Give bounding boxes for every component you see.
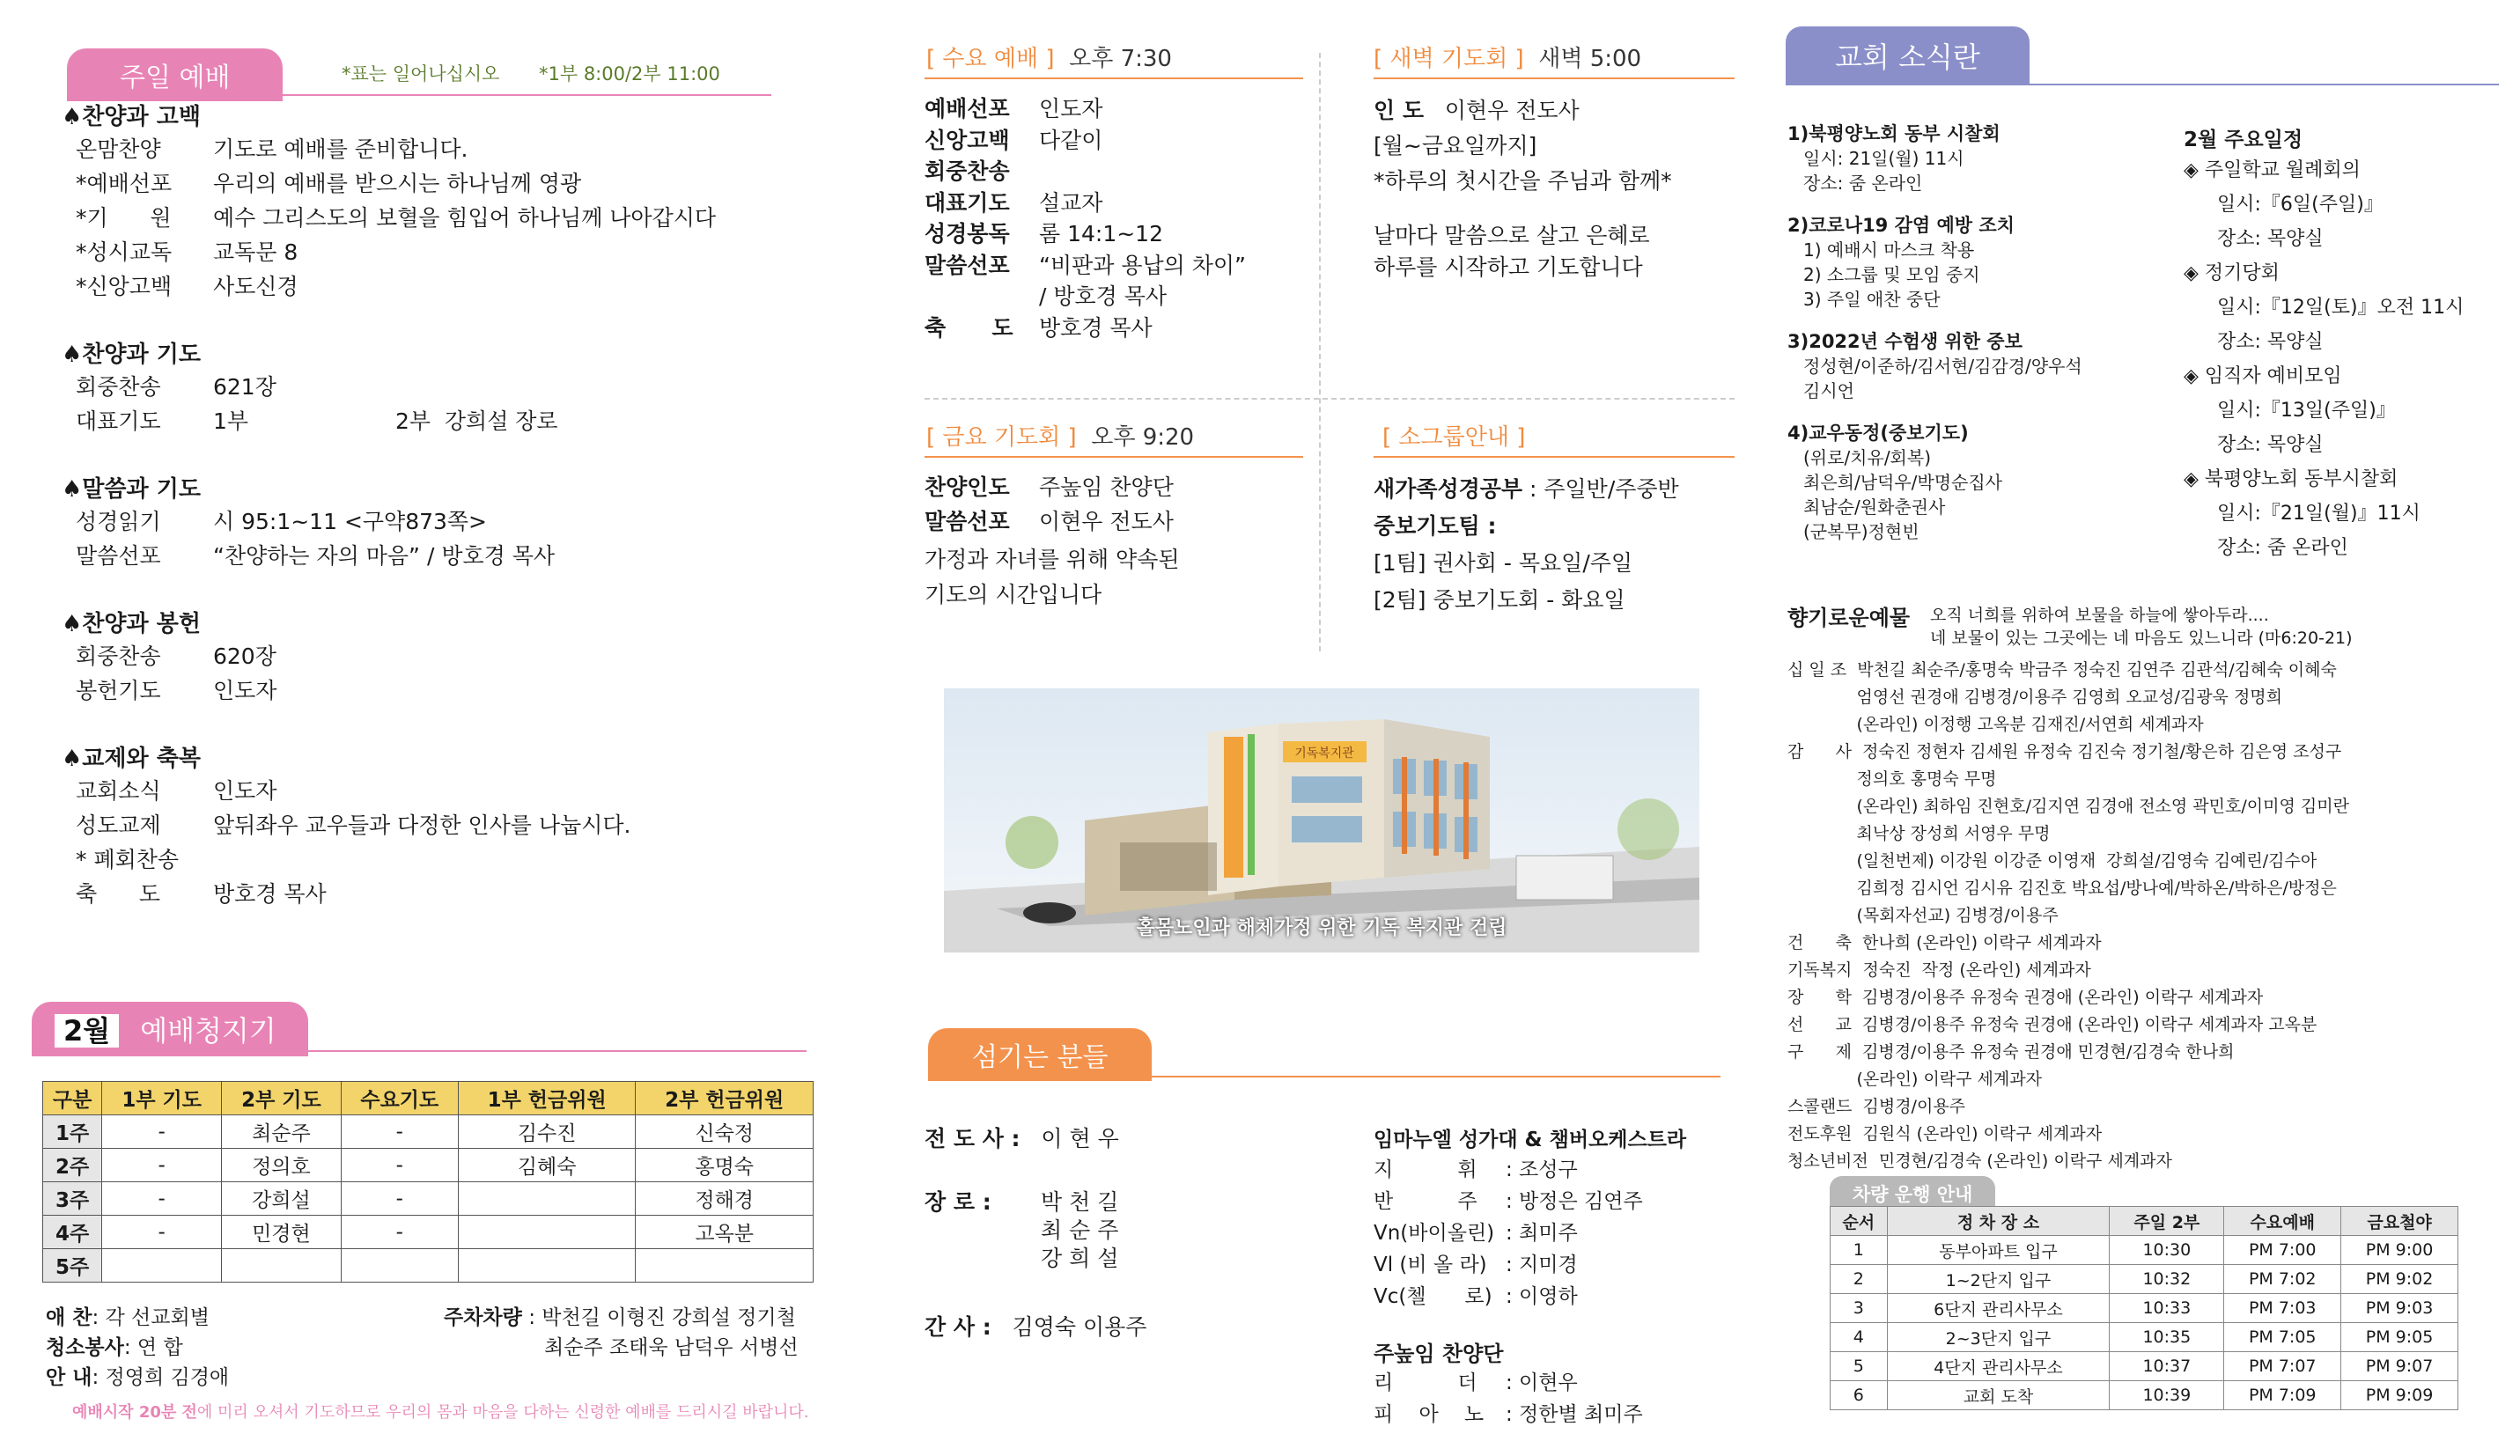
news-item-title: 2)코로나19 감염 예방 조치 (1787, 215, 2015, 236)
duty-cell (458, 1216, 636, 1249)
bus-cell: PM 7:09 (2224, 1381, 2341, 1410)
bus-cell: 6단지 관리사무소 (1887, 1294, 2110, 1323)
worship-item-label: *신앙고백 (76, 274, 173, 299)
bus-cell: 10:32 (2110, 1265, 2224, 1294)
friday-text-2: 기도의 시간입니다 (925, 582, 1102, 607)
duty-row (43, 1249, 814, 1283)
role-label: 반 주 (1374, 1190, 1477, 1213)
worship-item-label: 축 도 (76, 881, 160, 907)
duty-header-row (43, 1082, 814, 1115)
duty-cell: - (102, 1149, 222, 1182)
offering-line: 감 사 정숙진 정현자 김세원 유정숙 김진숙 정기철/황은하 김은영 조성구 (1787, 742, 2342, 761)
duty-cell: - (341, 1115, 458, 1149)
duty-guide-value: : 정영희 김경애 (92, 1366, 230, 1389)
duty-row (43, 1149, 814, 1182)
service-item-label: 성경봉독 (925, 221, 1010, 246)
role-label: Vl (비 올 라) (1374, 1254, 1487, 1276)
offering-line: (온라인) 이락구 세계과자 (1787, 1070, 2042, 1089)
duty-header-cell: 1부 기도 (102, 1082, 222, 1115)
offering-line: 김희정 김시언 김시유 김진호 박요섭/방나예/박하온/박하은/방정은 (1787, 879, 2337, 898)
bus-cell: 교회 도착 (1887, 1381, 2110, 1410)
worship-section-title: ♠교제와 축복 (62, 746, 201, 772)
feb-event-title: ◈ 북평양노회 동부시찰회 (2184, 468, 2398, 490)
duty-cell (102, 1249, 222, 1283)
servers-choir-title: 임마누엘 성가대 & 챔버오케스트라 (1374, 1129, 1687, 1151)
duty-parking-value-1: : 박천길 이형진 강희설 정기철 (528, 1306, 796, 1329)
worship-tab-line (67, 94, 771, 96)
service-item-label: 대표기도 (925, 189, 1010, 216)
duty-cell: - (102, 1216, 222, 1249)
worship-note-stand: *표는 일어나십시오 (342, 63, 500, 85)
bus-row (1831, 1236, 2458, 1265)
servers-pastor-label: 전 도 사 : (925, 1126, 1021, 1151)
news-item-line: 2) 소그룹 및 모임 중지 (1803, 264, 1980, 285)
worship-item-value: 방호경 목사 (213, 881, 327, 907)
service-item-value: “비판과 용납의 차이” (1039, 252, 1246, 278)
offering-line: (온라인) 이정행 고옥분 김재진/서연희 세계과자 (1787, 715, 2204, 734)
duty-row (43, 1216, 814, 1249)
role-label: 피 아 노 (1374, 1403, 1485, 1426)
duty-parking-line2: 최순주 조태욱 남덕우 서병선 (544, 1336, 799, 1359)
service-item-value: 방호경 목사 (1039, 314, 1153, 341)
duty-cell: 4주 (43, 1216, 102, 1249)
news-item-title: 1)북평양노회 동부 시찰회 (1787, 123, 2001, 144)
service-item-value: 다같이 (1039, 127, 1103, 153)
service-item-label: 회중찬송 (925, 158, 1010, 184)
worship-item-label: 성경읽기 (76, 509, 161, 534)
duty-choir-value: : 각 선교회별 (92, 1306, 210, 1329)
bus-cell: PM 9:03 (2341, 1294, 2458, 1323)
bus-cell: 4단지 관리사무소 (1887, 1352, 2110, 1381)
duty-header-cell: 구분 (43, 1082, 102, 1115)
duty-header-cell: 1부 헌금위원 (458, 1082, 636, 1115)
dawn-leader-label: 인 도 (1374, 98, 1425, 123)
bus-cell: 4 (1831, 1323, 1888, 1352)
bus-row (1831, 1265, 2458, 1294)
smallgroup-newcomer-label: 새가족성경공부 (1374, 476, 1523, 502)
smallgroup-header: [ 소그룹안내 ] (1382, 424, 1526, 451)
smallgroup-newcomer (1374, 472, 1679, 504)
bus-cell: 10:33 (2110, 1294, 2224, 1323)
offering-verse-2: 네 보물이 있는 그곳에는 네 마음도 있느니라 (마6:20-21) (1930, 629, 2353, 648)
role-value: : 최미주 (1506, 1222, 1578, 1245)
service-item-label: 찬양인도 (925, 474, 1010, 500)
bus-cell: 2 (1831, 1265, 1888, 1294)
building-caption: 홀몸노인과 해체가정 위한 기독 복지관 건립 (1136, 917, 1507, 939)
bus-cell: 동부아파트 입구 (1887, 1236, 2110, 1265)
horizontal-divider (925, 398, 1735, 400)
news-item-line: 정성현/이준하/김서현/김감경/양우석 (1803, 356, 2082, 377)
smallgroup-team-1: [1팀] 권사회 - 목요일/주일 (1374, 550, 1633, 576)
wednesday-label: [ 수요 예배 ] (926, 46, 1055, 72)
duty-cell: 신숙정 (636, 1115, 814, 1149)
role-label: 지 휘 (1374, 1158, 1477, 1181)
service-item-label: 예배선포 (925, 96, 1010, 121)
wednesday-line (925, 77, 1303, 79)
bus-header-cell: 정 차 장 소 (1887, 1207, 2110, 1236)
news-item-title: 4)교우동정(중보기도) (1787, 423, 1969, 444)
offering-line: 정의호 홍명숙 무명 (1787, 769, 1997, 789)
smallgroup-intercession: 중보기도팀 : (1374, 513, 1497, 539)
worship-item-value: 시 95:1~11 <구약873쪽> (213, 509, 488, 534)
role-label: Vn(바이올린) (1374, 1222, 1495, 1245)
duty-footer (72, 1400, 809, 1423)
worship-item-value: 기도로 예배를 준비합니다. (213, 136, 468, 162)
duty-cell: - (102, 1115, 222, 1149)
duty-cell: - (341, 1216, 458, 1249)
services-column (916, 0, 1743, 1456)
bus-cell: 10:35 (2110, 1323, 2224, 1352)
servers-pastor (925, 1121, 1119, 1153)
vertical-divider (1319, 53, 1321, 651)
dawn-days: [월~금요일까지] (1374, 133, 1537, 158)
dawn-line (1374, 77, 1735, 79)
dawn-leader-value: 이현우 전도사 (1444, 98, 1580, 123)
duty-cell (222, 1249, 342, 1283)
feb-event-title: ◈ 정기당회 (2184, 262, 2280, 284)
friday-header (926, 419, 1194, 452)
duty-cell (341, 1249, 458, 1283)
service-item-value: 인도자 (1039, 96, 1103, 121)
offering-line: 선 교 김병경/이용주 유정숙 권경애 (온라인) 이락구 세계과자 고옥분 (1787, 1015, 2317, 1034)
worship-item-label: 회중찬송 (76, 374, 161, 400)
duty-cell (636, 1249, 814, 1283)
servers-deacon-label: 간 사 : (925, 1314, 991, 1340)
feb-title: 2월 주요일정 (2184, 129, 2303, 151)
bus-tab: 차량 운행 안내 (1830, 1176, 1995, 1211)
dawn-leader (1374, 93, 1580, 125)
offering-line: 청소년비전 민경현/김경숙 (온라인) 이락구 세계과자 (1787, 1151, 2172, 1171)
smallgroup-newcomer-value: : 주일반/주중반 (1529, 476, 1679, 502)
bus-cell: 10:30 (2110, 1236, 2224, 1265)
worship-item-value: 사도신경 (213, 274, 298, 299)
worship-tab: 주일 예배 (67, 48, 283, 101)
friday-text-1: 가정과 자녀를 위해 약속된 (925, 547, 1180, 572)
worship-note-time: *1부 8:00/2부 11:00 (539, 63, 720, 85)
dawn-motto: *하루의 첫시간을 주님과 함께* (1374, 168, 1672, 194)
bus-cell: 1 (1831, 1236, 1888, 1265)
duty-cell: - (102, 1182, 222, 1216)
duty-cell: - (341, 1182, 458, 1216)
worship-item-value: 우리의 예배를 받으시는 하나님께 영광 (213, 171, 582, 196)
duty-row (43, 1115, 814, 1149)
worship-item-label: 교회소식 (76, 778, 161, 804)
feb-event-line: 장소: 목양실 (2217, 228, 2324, 250)
duty-cell: 2주 (43, 1149, 102, 1182)
duty-cell: 정의호 (222, 1149, 342, 1182)
duty-footer-rest: 에 미리 오셔서 기도하므로 우리의 몸과 마음을 다하는 신령한 예배를 드리시길 바랍니다. (196, 1403, 809, 1422)
worship-item-label: 대표기도 (76, 408, 161, 434)
bus-cell: PM 7:02 (2224, 1265, 2341, 1294)
news-tab-line (1786, 84, 2499, 85)
feb-event-line: 장소: 목양실 (2217, 434, 2324, 456)
bus-cell: 10:37 (2110, 1352, 2224, 1381)
bus-cell: 2~3단지 입구 (1887, 1323, 2110, 1352)
worship-item-label: *성시교독 (76, 239, 173, 265)
news-item-line: (위로/치유/회복) (1803, 447, 1932, 468)
feb-event-line: 장소: 목양실 (2217, 331, 2324, 353)
bus-header-row (1831, 1207, 2458, 1236)
dawn-text-2: 하루를 시작하고 기도합니다 (1374, 254, 1643, 280)
role-value: : 지미경 (1506, 1254, 1578, 1276)
bus-cell: PM 9:09 (2341, 1381, 2458, 1410)
duty-cell (458, 1249, 636, 1283)
duty-cell: 홍명숙 (636, 1149, 814, 1182)
news-item-line: 3) 주일 애찬 중단 (1803, 289, 1941, 310)
worship-item-label: 회중찬송 (76, 643, 161, 669)
bus-cell: PM 7:07 (2224, 1352, 2341, 1381)
offering-title: 향기로운예물 (1787, 606, 1911, 630)
news-item-line: (군복무)정현빈 (1803, 521, 1919, 542)
worship-item-label: 온맘찬양 (76, 136, 161, 162)
service-item-label: 신앙고백 (925, 127, 1010, 153)
service-item-value: / 방호경 목사 (1039, 283, 1168, 309)
servers-praise-title: 주높임 찬양단 (1374, 1342, 1504, 1366)
news-item-line: 1) 예배시 마스크 착용 (1803, 239, 1975, 261)
bus-header-cell: 수요예배 (2224, 1207, 2341, 1236)
news-item-line: 김시언 (1803, 380, 1854, 401)
worship-section-title: ♠말씀과 기도 (62, 476, 201, 503)
bus-cell: 10:39 (2110, 1381, 2224, 1410)
servers-elder-label: 장 로 : (925, 1189, 991, 1215)
news-item-line: 최은희/남덕우/박명순집사 (1803, 472, 2002, 493)
smallgroup-team-2: [2팀] 중보기도회 - 화요일 (1374, 587, 1625, 613)
feb-event-line: 일시:『21일(월)』11시 (2217, 503, 2421, 525)
offering-line: (온라인) 최하임 진현호/김지연 김경애 전소영 곽민호/이미영 김미란 (1787, 797, 2349, 816)
dawn-time: 새벽 5:00 (1538, 46, 1642, 72)
bus-header-cell: 주일 2부 (2110, 1207, 2224, 1236)
news-tab: 교회 소식란 (1786, 26, 2030, 85)
role-value: : 이영하 (1506, 1285, 1578, 1308)
bus-cell: PM 7:00 (2224, 1236, 2341, 1265)
duty-tab (32, 1002, 308, 1056)
duty-row (43, 1182, 814, 1216)
duty-guide-label: 안 내 (46, 1366, 92, 1389)
feb-event-line: 일시:『6일(주일)』 (2217, 194, 2384, 216)
worship-section-title: ♠찬양과 고백 (62, 104, 201, 130)
bus-cell: PM 9:05 (2341, 1323, 2458, 1352)
duty-choir (46, 1301, 210, 1330)
duty-cell: 민경현 (222, 1216, 342, 1249)
service-item-value: 설교자 (1039, 189, 1103, 216)
duty-header-cell: 2부 기도 (222, 1082, 342, 1115)
friday-label: [ 금요 기도회 ] (926, 424, 1077, 451)
service-item-value: 롬 14:1~12 (1039, 221, 1163, 246)
duty-cell: 최순주 (222, 1115, 342, 1149)
servers-deacon (925, 1310, 1146, 1342)
servers-tab: 섬기는 분들 (928, 1028, 1152, 1081)
dawn-header (1374, 40, 1641, 73)
duty-cell (458, 1182, 636, 1216)
role-value: : 조성구 (1506, 1158, 1578, 1181)
duty-tab-label: 예배청지기 (140, 1014, 276, 1048)
building-sign: 기독복지관 (1294, 746, 1354, 761)
dawn-label: [ 새벽 기도회 ] (1374, 46, 1524, 72)
offering-line: 전도후원 김원식 (온라인) 이락구 세계과자 (1787, 1124, 2103, 1143)
duty-cleaning-label: 청소봉사 (46, 1336, 124, 1359)
servers-deacon-value: 김영숙 이용주 (1012, 1314, 1147, 1340)
news-item-line: 일시: 21일(월) 11시 (1803, 148, 1964, 169)
offering-line: 기독복지 정숙진 작정 (온라인) 세계과자 (1787, 960, 2091, 980)
offering-line: 십 일 조 박천길 최순주/홍명숙 박금주 정숙진 김연주 김관석/김혜숙 이혜숙 (1787, 660, 2337, 680)
bus-row (1831, 1352, 2458, 1381)
bus-cell: 1~2단지 입구 (1887, 1265, 2110, 1294)
duty-cleaning (46, 1331, 183, 1360)
feb-event-line: 일시:『12일(토)』오전 11시 (2217, 297, 2465, 319)
worship-item-value: 앞뒤좌우 교우들과 다정한 인사를 나눕시다. (213, 813, 631, 838)
duty-guide (46, 1361, 229, 1390)
offering-line: 장 학 김병경/이용주 유정숙 권경애 (온라인) 이락구 세계과자 (1787, 988, 2264, 1007)
worship-item-value: 인도자 (213, 778, 277, 804)
offering-line: 구 제 김병경/이용주 유정숙 권경애 민경현/김경숙 한나희 (1787, 1042, 2235, 1062)
bus-cell: PM 9:02 (2341, 1265, 2458, 1294)
smallgroup-line (1374, 456, 1735, 458)
offering-line: 엄영선 권경애 김병경/이용주 김영희 오교성/김광욱 정명희 (1787, 688, 2283, 707)
elder-name: 최 순 주 (1041, 1217, 1119, 1243)
friday-line (925, 456, 1303, 458)
worship-item-value: 예수 그리스도의 보혈을 힘입어 하나님께 나아갑시다 (213, 205, 717, 231)
duty-cleaning-value: : 연 합 (123, 1336, 183, 1359)
elder-name: 강 희 설 (1041, 1246, 1119, 1271)
bus-cell: PM 7:03 (2224, 1294, 2341, 1323)
duty-cell: 김수진 (458, 1115, 636, 1149)
service-item-label: 말씀선포 (925, 252, 1010, 278)
feb-event-title: ◈ 주일학교 월례회의 (2184, 159, 2361, 181)
offering-line: 최낙상 장성희 서영우 무명 (1787, 824, 2051, 843)
worship-item-value: 교독문 8 (213, 239, 298, 265)
worship-item-label: 말씀선포 (76, 543, 161, 569)
worship-column (0, 0, 845, 1456)
feb-event-line: 일시:『13일(주일)』 (2217, 400, 2396, 422)
friday-time: 오후 9:20 (1091, 424, 1195, 451)
role-value: : 이현우 (1506, 1371, 1578, 1394)
worship-item-label: 성도교제 (76, 813, 161, 838)
role-label: 리 더 (1374, 1371, 1477, 1394)
duty-footer-bold: 예배시작 20분 전 (72, 1403, 197, 1422)
bus-row (1831, 1294, 2458, 1323)
service-item-label: 축 도 (925, 314, 1013, 341)
bus-cell: PM 9:07 (2341, 1352, 2458, 1381)
offering-line: 건 축 한나희 (온라인) 이락구 세계과자 (1787, 933, 2102, 952)
news-item-line: 최남순/원화춘권사 (1803, 496, 1946, 518)
offering-verse-1: 오직 너희를 위하여 보물을 하늘에 쌓아두라.... (1930, 606, 2269, 625)
worship-item-label: *기 원 (76, 205, 172, 231)
bus-cell: PM 7:05 (2224, 1323, 2341, 1352)
servers-tab-line (928, 1076, 1721, 1077)
bus-table (1830, 1206, 2458, 1410)
offering-line: (목회자선교) 김병경/이용주 (1787, 906, 2059, 925)
worship-item-value: “찬양하는 자의 마음” / 방호경 목사 (213, 543, 556, 569)
worship-item-value: 621장 (213, 374, 276, 400)
service-item-label: 말씀선포 (925, 509, 1010, 534)
duty-cell: - (341, 1149, 458, 1182)
duty-choir-label: 애 찬 (46, 1306, 92, 1329)
duty-cell: 5주 (43, 1249, 102, 1283)
duty-header-cell: 2부 헌금위원 (636, 1082, 814, 1115)
service-item-value: 주높임 찬양단 (1039, 474, 1174, 500)
news-item-title: 3)2022년 수험생 위한 중보 (1787, 331, 2023, 352)
duty-cell: 고옥분 (636, 1216, 814, 1249)
duty-month: 2월 (55, 1014, 119, 1048)
elder-name: 박 천 길 (1041, 1189, 1119, 1215)
worship-section-title: ♠찬양과 기도 (62, 342, 201, 368)
feb-event-line: 장소: 줌 온라인 (2217, 537, 2348, 559)
bus-header-cell: 순서 (1831, 1207, 1888, 1236)
bus-row (1831, 1323, 2458, 1352)
duty-parking (444, 1301, 796, 1330)
role-value: : 방정은 김연주 (1506, 1190, 1643, 1213)
worship-item-value: 인도자 (213, 678, 277, 703)
worship-section-title: ♠찬양과 봉헌 (62, 611, 201, 637)
wednesday-time: 오후 7:30 (1069, 46, 1172, 72)
bus-row (1831, 1381, 2458, 1410)
bus-cell: 3 (1831, 1294, 1888, 1323)
duty-tab-line (32, 1050, 807, 1052)
duty-cell: 김혜숙 (458, 1149, 636, 1182)
duty-cell: 강희설 (222, 1182, 342, 1216)
news-item-line: 장소: 줌 온라인 (1803, 173, 1923, 194)
offering-line: (일천번제) 이강원 이강준 이영재 강희설/김영숙 김예린/김수아 (1787, 851, 2317, 871)
duty-cell: 정해경 (636, 1182, 814, 1216)
service-item-value: 이현우 전도사 (1039, 509, 1174, 534)
bus-cell: PM 9:00 (2341, 1236, 2458, 1265)
building-image (944, 688, 1699, 952)
role-value: : 정한별 최미주 (1506, 1403, 1643, 1426)
wednesday-header (926, 40, 1172, 73)
servers-pastor-value: 이 현 우 (1041, 1126, 1119, 1151)
bus-cell: 5 (1831, 1352, 1888, 1381)
dawn-text-1: 날마다 말씀으로 살고 은혜로 (1374, 223, 1650, 248)
worship-item-value: 1부 2부 강희설 장로 (213, 408, 558, 434)
offering-line: 스콜랜드 김병경/이용주 (1787, 1097, 1966, 1116)
role-label: Vc(첼 로) (1374, 1285, 1492, 1308)
duty-table (42, 1081, 814, 1283)
bus-cell: 6 (1831, 1381, 1888, 1410)
worship-item-label: * 폐회찬송 (76, 847, 180, 872)
worship-item-label: 봉헌기도 (76, 678, 161, 703)
worship-item-value: 620장 (213, 643, 276, 669)
news-column (1779, 0, 2520, 1456)
duty-cell: 3주 (43, 1182, 102, 1216)
feb-event-title: ◈ 임직자 예비모임 (2184, 365, 2342, 387)
duty-parking-label: 주차차량 (444, 1306, 522, 1329)
duty-header-cell: 수요기도 (341, 1082, 458, 1115)
bus-header-cell: 금요철야 (2341, 1207, 2458, 1236)
worship-item-label: *예배선포 (76, 171, 173, 196)
duty-cell: 1주 (43, 1115, 102, 1149)
